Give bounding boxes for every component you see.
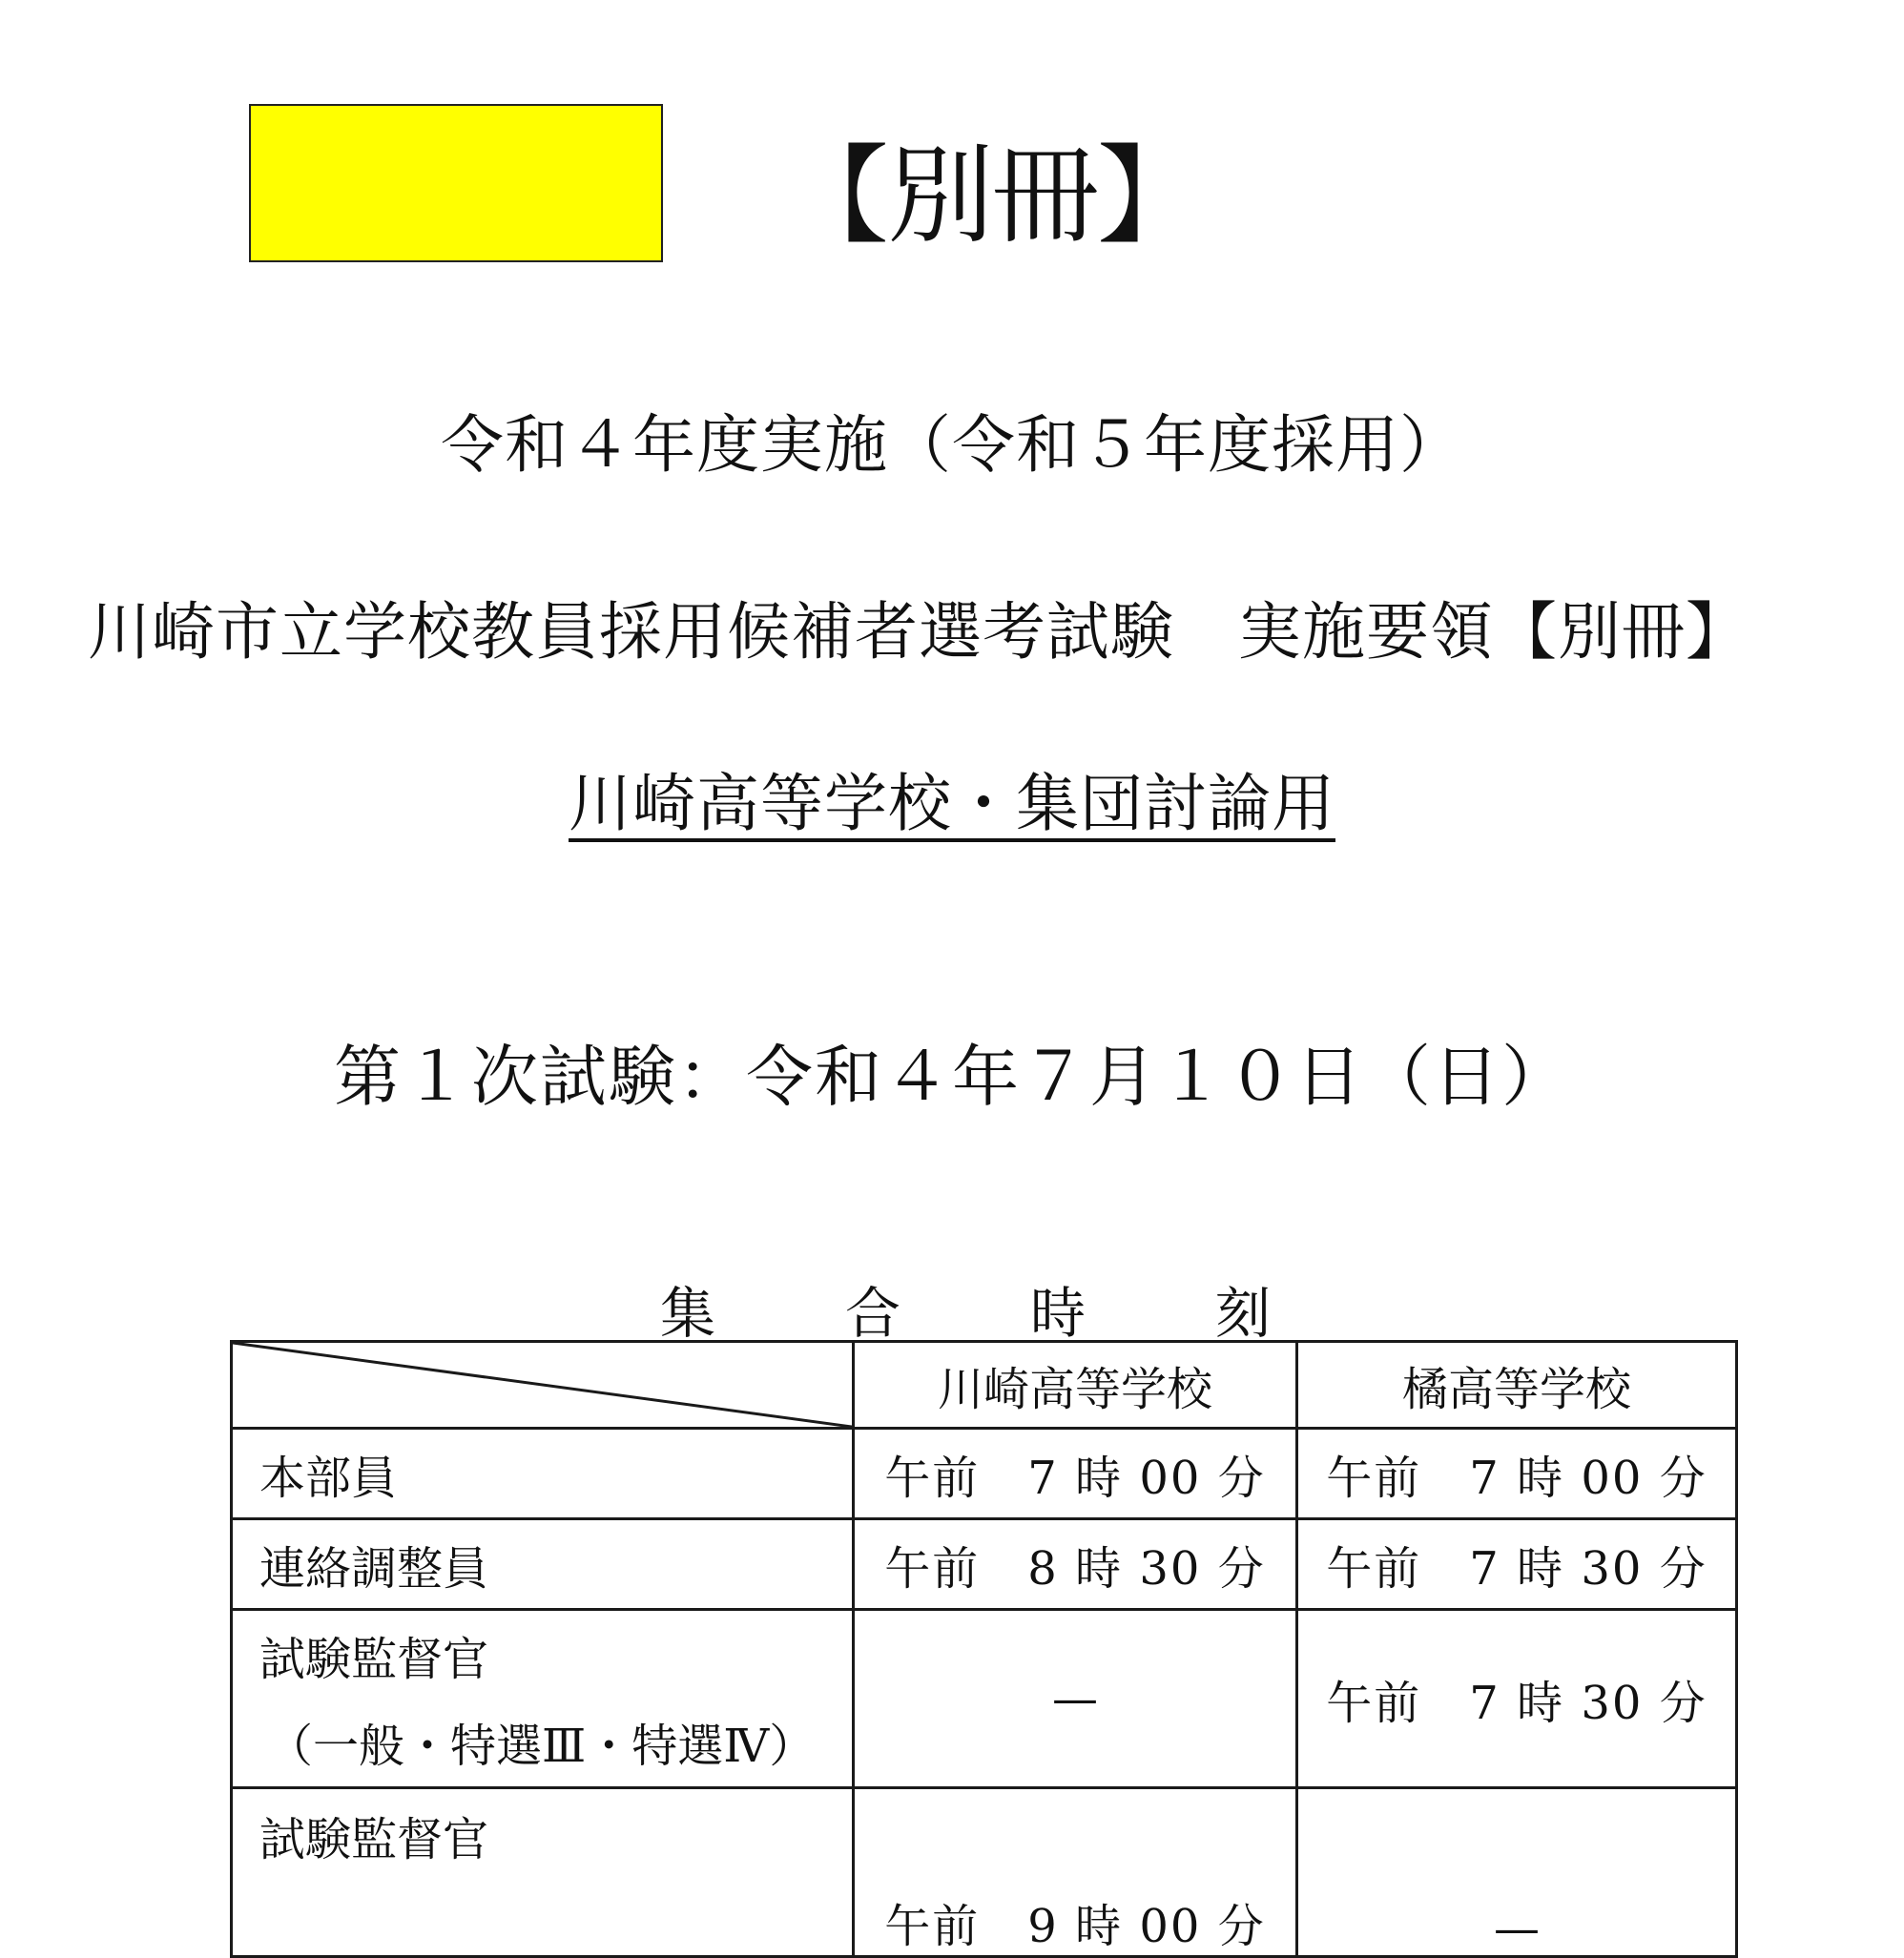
time-cell-tachibana: 午前 7 時 30 分 xyxy=(1297,1610,1737,1788)
exam-date: 第１次試験：令和４年７月１０日（日） xyxy=(334,1038,1570,1116)
table-row xyxy=(232,1610,1737,1788)
time-cell-kawasaki: — xyxy=(854,1610,1297,1788)
time-cell-tachibana: — xyxy=(1297,1788,1737,1957)
document-subtitle-text: 川崎高等学校・集団討論用 xyxy=(569,767,1335,840)
table-title-char: 時 xyxy=(1029,1281,1086,1346)
assembly-time-table xyxy=(230,1340,1738,1958)
role-label: 試験監督官 xyxy=(259,1633,489,1686)
time-cell-kawasaki: 午前 9 時 00 分 xyxy=(854,1788,1297,1957)
column-header-tachibana: 橘高等学校 xyxy=(1297,1342,1737,1429)
bessatsu-tag: 【別冊】 xyxy=(782,134,1202,258)
table-title xyxy=(660,1268,1271,1349)
role-cell: 連絡調整員 xyxy=(232,1519,854,1610)
column-header-kawasaki: 川崎高等学校 xyxy=(854,1342,1297,1429)
document-title-main: 川崎市立学校教員採用候補者選考試験 実施要領【別冊】 xyxy=(88,595,1749,669)
highlight-marker xyxy=(249,104,663,262)
table-title-char: 合 xyxy=(844,1281,900,1346)
table-row xyxy=(232,1519,1737,1610)
role-cell xyxy=(232,1610,854,1788)
role-cell: 試験監督官 xyxy=(232,1788,854,1957)
document-title-year: 令和４年度実施（令和５年度採用） xyxy=(441,408,1463,482)
table-title-char: 刻 xyxy=(1214,1281,1271,1346)
diagonal-line xyxy=(233,1343,852,1427)
document-subtitle xyxy=(0,767,1904,840)
time-cell-tachibana: 午前 7 時 00 分 xyxy=(1297,1429,1737,1519)
role-cell: 本部員 xyxy=(232,1429,854,1519)
role-sub-label: （一般・特選Ⅲ・特選Ⅳ） xyxy=(267,1720,816,1773)
table-row xyxy=(232,1788,1737,1957)
table-header-row xyxy=(232,1342,1737,1429)
time-cell-tachibana: 午前 7 時 30 分 xyxy=(1297,1519,1737,1610)
time-cell-kawasaki: 午前 8 時 30 分 xyxy=(854,1519,1297,1610)
time-cell-kawasaki: 午前 7 時 00 分 xyxy=(854,1429,1297,1519)
table-row xyxy=(232,1429,1737,1519)
diagonal-corner-cell xyxy=(232,1342,854,1429)
table-title-char: 集 xyxy=(660,1281,716,1346)
